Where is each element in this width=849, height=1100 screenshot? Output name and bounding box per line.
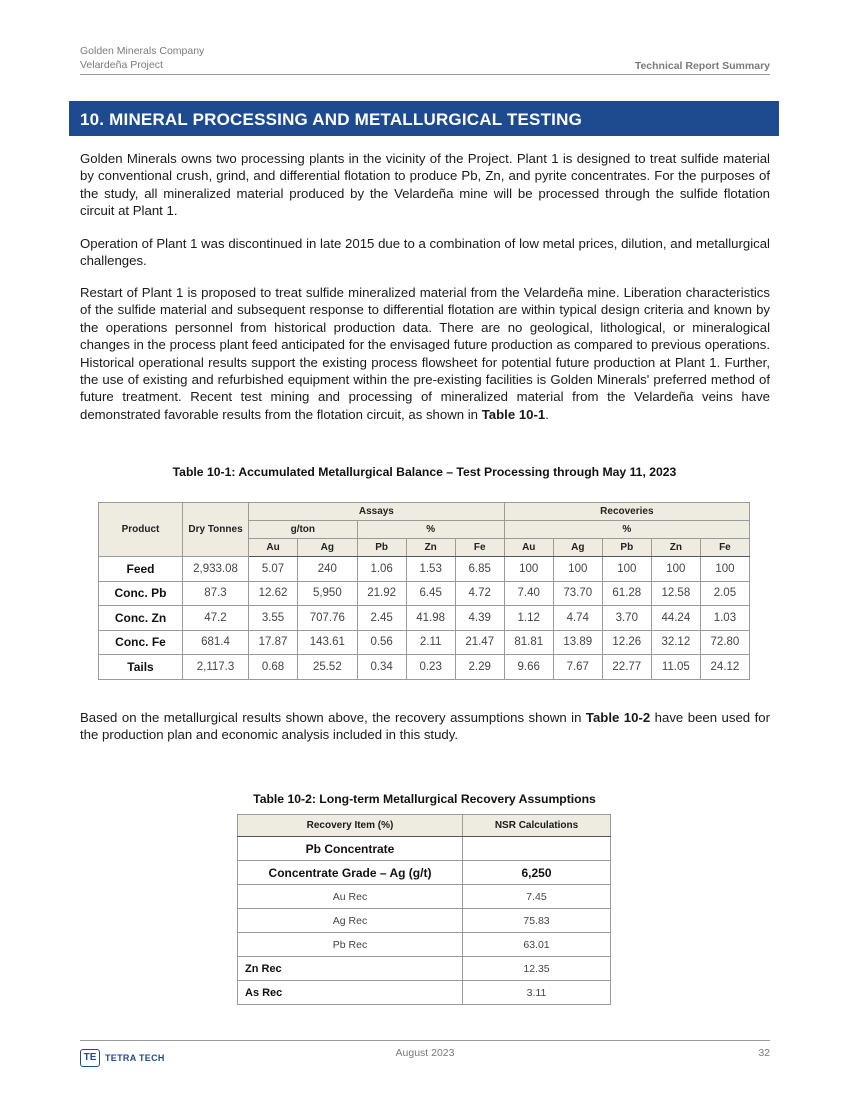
cell: 5,950 — [298, 581, 358, 606]
cell: Conc. Zn — [99, 606, 183, 631]
col-recoveries: Recoveries — [504, 503, 749, 521]
cell: 61.28 — [602, 581, 651, 606]
cell: 100 — [504, 557, 553, 582]
table-row — [99, 655, 750, 680]
cell: 2,933.08 — [183, 557, 249, 582]
cell: 11.05 — [651, 655, 700, 680]
table-row — [99, 581, 750, 606]
col-assays: Assays — [249, 503, 505, 521]
cell: 72.80 — [700, 630, 749, 655]
logo-text: TETRA TECH — [105, 1053, 165, 1063]
report-type: Technical Report Summary — [634, 60, 770, 72]
table-row — [99, 630, 750, 655]
cell: 13.89 — [553, 630, 602, 655]
cell: 12.58 — [651, 581, 700, 606]
page-header — [80, 45, 770, 75]
cell: 4.72 — [455, 581, 504, 606]
paragraph-4 — [80, 709, 770, 744]
paragraph-3 — [80, 284, 770, 423]
cell: 21.47 — [455, 630, 504, 655]
paragraph-4-end: have been used for the production plan and economic analysis included in this study. — [80, 710, 770, 743]
cell: 32.12 — [651, 630, 700, 655]
cell: 44.24 — [651, 606, 700, 631]
cell: 47.2 — [183, 606, 249, 631]
cell: 100 — [553, 557, 602, 582]
cell: Pb Concentrate — [238, 837, 463, 861]
cell: 41.98 — [406, 606, 455, 631]
col-product: Product — [99, 503, 183, 557]
cell: 2.45 — [357, 606, 406, 631]
col-ag-rec: Ag — [553, 539, 602, 557]
table-row — [238, 909, 611, 933]
col-ag: Ag — [298, 539, 358, 557]
section-title: 10. MINERAL PROCESSING AND METALLURGICAL TESTING — [69, 101, 779, 136]
cell: 7.40 — [504, 581, 553, 606]
col-au-rec: Au — [504, 539, 553, 557]
cell: 5.07 — [249, 557, 298, 582]
cell: 1.03 — [700, 606, 749, 631]
cell: 6.45 — [406, 581, 455, 606]
cell: 2.05 — [700, 581, 749, 606]
cell: 12.26 — [602, 630, 651, 655]
cell: 81.81 — [504, 630, 553, 655]
cell: As Rec — [238, 981, 463, 1005]
cell: 12.35 — [463, 957, 611, 981]
col-nsr-calculations: NSR Calculations — [463, 815, 611, 837]
cell: 7.45 — [463, 885, 611, 909]
cell: 12.62 — [249, 581, 298, 606]
cell: 681.4 — [183, 630, 249, 655]
col-zn: Zn — [406, 539, 455, 557]
cell: 240 — [298, 557, 358, 582]
cell: Feed — [99, 557, 183, 582]
table-row — [99, 557, 750, 582]
paragraph-2: Operation of Plant 1 was discontinued in late 2015 due to a combination of low metal prices, dilution, and metallurgical challenges. — [80, 236, 770, 269]
company-name: Golden Minerals Company — [80, 45, 205, 57]
cell: 100 — [651, 557, 700, 582]
cell: 100 — [602, 557, 651, 582]
cell: 3.11 — [463, 981, 611, 1005]
col-au: Au — [249, 539, 298, 557]
col-fe: Fe — [455, 539, 504, 557]
cell: 63.01 — [463, 933, 611, 957]
paragraph-3-text: Restart of Plant 1 is proposed to treat sulfide mineralized material from the Velardeña mine. Liberation characteristics of the sulfide material and subsequent response to differential flotation are within typical design criteria and known by the operations personnel from historical production data. There are no geological, lithological, or mineralogical changes in the process plant feed anticipated for the envisaged future production as compared to previous operations. Historical operational results support the existing process flowsheet for potential future production at Plant 1. Further, the use of existing and refurbished equipment within the pre-existing facilities is Golden Minerals' preferred method of future treatment. Recent test mining and processing of mineralized material from the Velardeña veins have demonstrated favorable results from the flotation circuit, as shown in — [80, 285, 770, 422]
col-pb: Pb — [357, 539, 406, 557]
col-fe-rec: Fe — [700, 539, 749, 557]
col-dry-tonnes: Dry Tonnes — [183, 503, 249, 557]
cell: Conc. Pb — [99, 581, 183, 606]
cell — [463, 837, 611, 861]
cell: Concentrate Grade – Ag (g/t) — [238, 861, 463, 885]
cell: 22.77 — [602, 655, 651, 680]
cell: 73.70 — [553, 581, 602, 606]
col-zn-rec: Zn — [651, 539, 700, 557]
metallurgical-balance-table — [98, 502, 750, 680]
cell: 2.29 — [455, 655, 504, 680]
cell: Pb Rec — [238, 933, 463, 957]
table-row — [99, 606, 750, 631]
col-pct-assays: % — [357, 521, 504, 539]
tetra-tech-logo-icon: TE — [80, 1049, 100, 1067]
cell: 0.68 — [249, 655, 298, 680]
table-row — [238, 957, 611, 981]
cell: 21.92 — [357, 581, 406, 606]
table-row — [238, 885, 611, 909]
table-row — [238, 933, 611, 957]
cell: 75.83 — [463, 909, 611, 933]
paragraph-4-text: Based on the metallurgical results shown above, the recovery assumptions shown in — [80, 710, 586, 725]
cell: 4.74 — [553, 606, 602, 631]
recovery-assumptions-table — [237, 814, 611, 1005]
col-pb-rec: Pb — [602, 539, 651, 557]
project-name: Velardeña Project — [80, 59, 163, 71]
cell: 3.55 — [249, 606, 298, 631]
cell: Conc. Fe — [99, 630, 183, 655]
table-10-1-reference: Table 10-1 — [481, 406, 546, 422]
cell: 143.61 — [298, 630, 358, 655]
cell: 1.53 — [406, 557, 455, 582]
cell: 707.76 — [298, 606, 358, 631]
page-number: 32 — [758, 1047, 770, 1059]
cell: 2.11 — [406, 630, 455, 655]
cell: 4.39 — [455, 606, 504, 631]
cell: 87.3 — [183, 581, 249, 606]
cell: 3.70 — [602, 606, 651, 631]
paragraph-1: Golden Minerals owns two processing plants in the vicinity of the Project. Plant 1 is designed to treat sulfide material by conventional crush, grind, and differential flotation to produce Pb, Zn, and pyrite concentrates. For the purposes of the study, all mineralized material produced by the Velardeña mine will be processed through the sulfide flotation circuit at Plant 1. — [80, 151, 770, 219]
table-row — [238, 981, 611, 1005]
cell: 0.23 — [406, 655, 455, 680]
table-1-caption: Table 10-1: Accumulated Metallurgical Balance – Test Processing through May 11, 2023 — [172, 465, 677, 479]
col-gton: g/ton — [249, 521, 358, 539]
cell: 6,250 — [463, 861, 611, 885]
cell: Ag Rec — [238, 909, 463, 933]
col-pct-recoveries: % — [504, 521, 749, 539]
cell: 17.87 — [249, 630, 298, 655]
cell: 25.52 — [298, 655, 358, 680]
cell: Zn Rec — [238, 957, 463, 981]
cell: 1.06 — [357, 557, 406, 582]
cell: 2,117.3 — [183, 655, 249, 680]
table-row — [238, 861, 611, 885]
cell: 1.12 — [504, 606, 553, 631]
table-row — [238, 837, 611, 861]
cell: 100 — [700, 557, 749, 582]
cell: 6.85 — [455, 557, 504, 582]
cell: 0.34 — [357, 655, 406, 680]
table-10-2-reference: Table 10-2 — [585, 710, 651, 725]
cell: Tails — [99, 655, 183, 680]
paragraph-3-end: . — [545, 406, 549, 422]
cell: 7.67 — [553, 655, 602, 680]
page-footer — [80, 1040, 770, 1070]
table-2-caption: Table 10-2: Long-term Metallurgical Recovery Assumptions — [253, 792, 596, 806]
cell: Au Rec — [238, 885, 463, 909]
cell: 24.12 — [700, 655, 749, 680]
col-recovery-item: Recovery Item (%) — [238, 815, 463, 837]
footer-date: August 2023 — [395, 1047, 455, 1059]
cell: 9.66 — [504, 655, 553, 680]
cell: 0.56 — [357, 630, 406, 655]
